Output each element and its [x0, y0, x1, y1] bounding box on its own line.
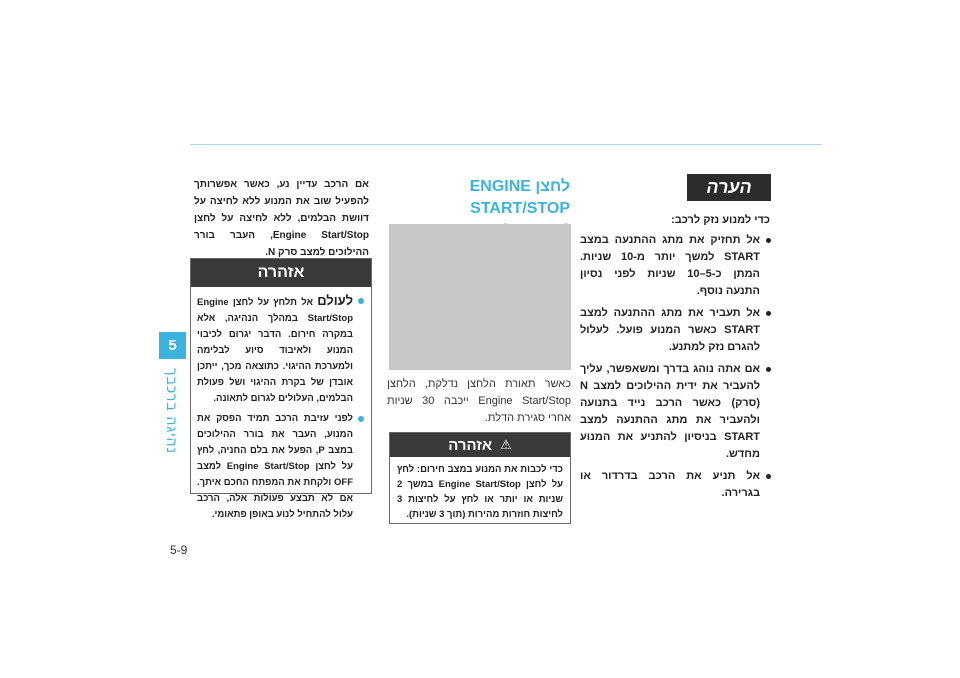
warning-text: כדי לכבות את המנוע במצב חירום: לחץ על לחצן Engine Start/Stop במשך 2 שניות או יותר או לחץ על לחיצות 3 לחיצות חוזרות מהירות (תוך 3 שניות).: [397, 464, 563, 520]
section-title: נהיגה ברכבך: [164, 368, 180, 454]
warning-header: [191, 259, 371, 287]
list-item: לפני עזיבת הרכב תמיד הפסק את המנוע, העבר את בורר ההילוכים במצב P, הפעל את בלם החניה, לחץ על לחצן Engine Start/Stop למצב OFF ולקחת את המפתח החכם איתך. אם לא תבצע פעולות אלה, הרכב עלול להתחיל לנוע באופן פתאומי.: [197, 411, 365, 523]
note-list: [580, 232, 772, 507]
list-item: אל תניע את הרכב בדרדור או בגרירה.: [580, 468, 772, 502]
list-item: [197, 293, 365, 407]
list-item: אל תעביר את מתג ההתנעה למצב START כאשר המנוע פועל. לעלול להגרם נזק למתנע.: [580, 305, 772, 356]
page-number: 5-9: [170, 543, 188, 557]
list-item-text: אל תלחץ על לחצן Engine Start/Stop במהלך הנהיגה, אלא במקרה חירום. הדבר יגרום לכיבוי המנוע ולאיבוד סיוע לבלימה ולמערכת ההיגוי. כתוצאה מכך, ייתכן אובדן של בקרת ההיגוי ושל פעולת הבלמים, העלולים לגרום לתאונה.: [197, 297, 353, 404]
heading-line-1: לחצן ENGINE START/STOP: [469, 178, 570, 217]
section-tab: 5: [159, 332, 186, 359]
note-header: הערה: [687, 174, 771, 201]
list-item: אם אתה נוהג בדרך ומשאפשר, עליך להעביר את ידית ההילוכים למצב N (סרק) כאשר הרכב נייד בתנועה ולהעביר את מתג ההתנעה למצב START בניסיון להתניע את המנוע מחדש.: [580, 361, 772, 463]
warning-header: [390, 433, 570, 457]
warning-box: [190, 258, 372, 520]
warning-title: אזהרה: [448, 436, 493, 454]
note-intro: כדי למנוע נזק לרכב:: [671, 214, 770, 226]
body-paragraph: כאשר תאורת הלחצן נדלקת, הלחצן Engine Start/Stop ייכבה 30 שניות אחרי סגירת הדלת.: [387, 378, 571, 424]
warning-box: [389, 432, 571, 524]
header-rule: [190, 144, 822, 145]
left-paragraph: אם הרכב עדיין נע, כאשר אפשרותך להפעיל שוב את המנוע ללא לחיצה על דוושת הבלמים, ללא לחיצה על לחצן Engine Start/Stop, העבר בורר ההילוכים למצב סרק N.: [194, 179, 369, 258]
emphasis-word: לעולם: [317, 293, 354, 308]
warning-list: [191, 287, 371, 523]
button-photo: [389, 224, 571, 370]
warning-title: אזהרה: [257, 264, 305, 281]
list-item: אל תחזיק את מתג ההתנעה במצב START למשך יותר מ-10 שניות. המתן כ-5–10 שניות לפני נסיון התנעה נוסף.: [580, 232, 772, 300]
warning-triangle-icon: ⚠: [500, 437, 512, 452]
